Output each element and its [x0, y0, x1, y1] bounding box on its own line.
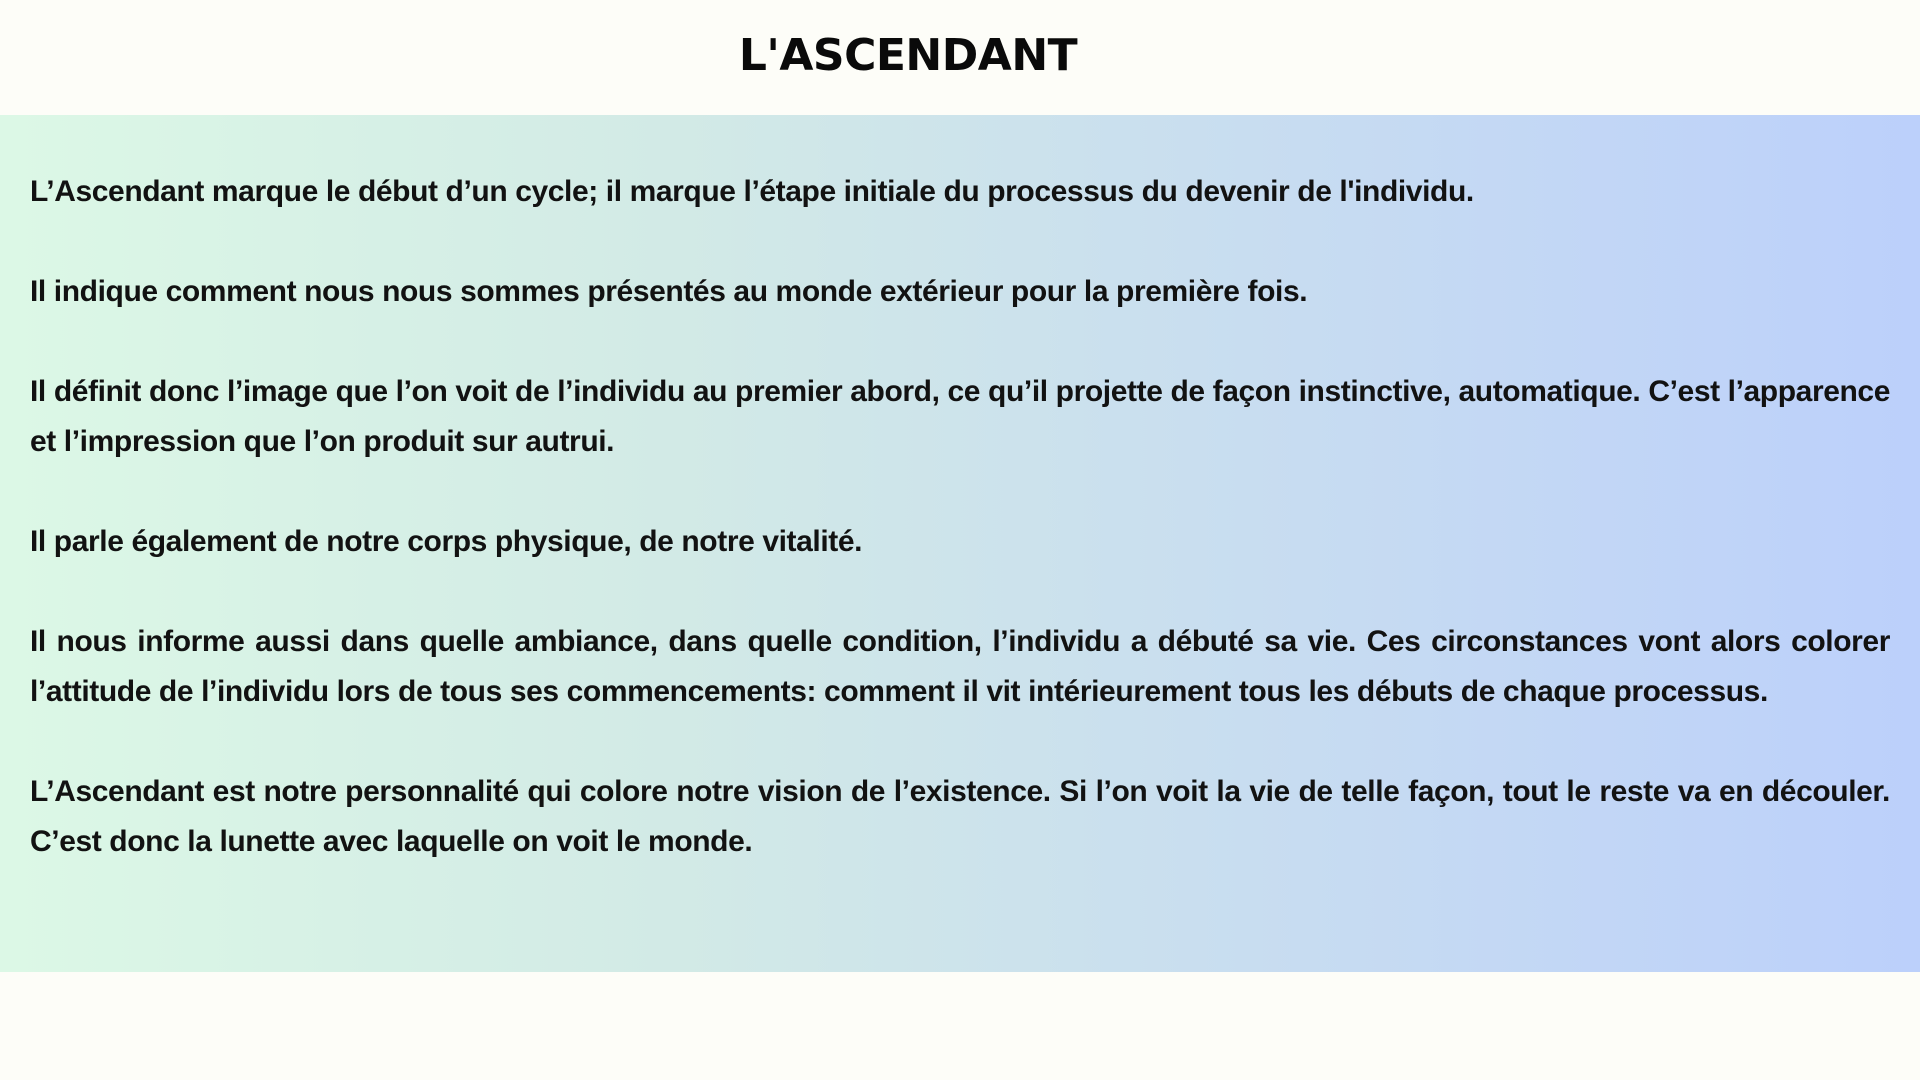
slide-title: L'ASCENDANT [738, 30, 1078, 81]
paragraph-body: Il parle également de notre corps physique, de notre vitalité. [30, 525, 863, 558]
paragraph-image: Il définit donc l’image que l’on voit de l’individu au premier abord, ce qu’il projette de façon instinctive, automatique. C’est l’apparence et l’impression que l’on produit sur autrui. [30, 375, 1890, 458]
paragraph-presentation: Il indique comment nous nous sommes présentés au monde extérieur pour la première fois. [30, 275, 1308, 308]
paragraph-personality: L’Ascendant est notre personnalité qui colore notre vision de l’existence. Si l’on voit la vie de telle façon, tout le reste va en découler. C’est donc la lunette avec laquelle on voit le monde. [30, 775, 1890, 858]
paragraph-cycle: L’Ascendant marque le début d’un cycle; il marque l’étape initiale du processus du devenir de l'individu. [30, 175, 1474, 208]
body-text [30, 167, 1890, 917]
paragraph-circumstances: Il nous informe aussi dans quelle ambiance, dans quelle condition, l’individu a débuté sa vie. Ces circonstances vont alors colorer l’attitude de l’individu lors de tous ses commencements: comment il vit intérieurement tous les débuts de chaque processus. [30, 625, 1890, 708]
content-panel [0, 115, 1920, 972]
